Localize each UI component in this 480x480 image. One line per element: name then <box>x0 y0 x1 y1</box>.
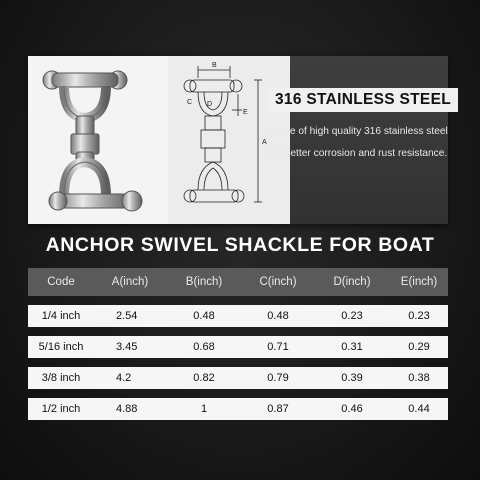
header-b: B(inch) <box>185 276 223 288</box>
cell-code: 1/2 inch <box>41 403 81 415</box>
header-d: D(inch) <box>333 276 371 288</box>
cell-c: 0.87 <box>267 403 289 415</box>
cell-c: 0.48 <box>267 310 289 322</box>
spec-table <box>28 268 448 420</box>
material-title: 316 STAINLESS STEEL <box>268 88 458 112</box>
cell-e: 0.38 <box>408 372 430 384</box>
cell-b: 0.82 <box>193 372 215 384</box>
cell-d: 0.39 <box>341 372 363 384</box>
material-description: Made of high quality 316 stainless steel for better corrosion and rust resistance. <box>270 126 448 159</box>
dim-label-b: B <box>212 62 217 69</box>
cell-a: 2.54 <box>116 310 138 322</box>
table-header-row <box>28 268 448 296</box>
cell-code: 5/16 inch <box>38 341 84 353</box>
cell-a: 3.45 <box>116 341 138 353</box>
cell-b: 0.68 <box>193 341 215 353</box>
swivel-shackle-photo <box>28 56 168 224</box>
table-row <box>28 305 448 327</box>
cell-d: 0.46 <box>341 403 363 415</box>
cell-d: 0.31 <box>341 341 363 353</box>
cell-code: 3/8 inch <box>41 372 81 384</box>
product-title: ANCHOR SWIVEL SHACKLE FOR BOAT <box>45 234 435 256</box>
table-row <box>28 367 448 389</box>
product-photo <box>28 56 168 224</box>
dim-label-a: A <box>262 139 267 146</box>
table-row <box>28 336 448 358</box>
cell-b: 1 <box>200 403 208 415</box>
dim-label-c: C <box>187 99 193 106</box>
cell-a: 4.88 <box>116 403 138 415</box>
header-c: C(inch) <box>259 276 297 288</box>
cell-c: 0.71 <box>267 341 289 353</box>
cell-e: 0.44 <box>408 403 430 415</box>
dim-label-e: E <box>243 109 248 116</box>
header-a: A(inch) <box>111 276 149 288</box>
table-row <box>28 398 448 420</box>
cell-e: 0.29 <box>408 341 430 353</box>
dim-label-d: D <box>207 101 213 108</box>
cell-e: 0.23 <box>408 310 430 322</box>
cell-a: 4.2 <box>116 372 132 384</box>
header-e: E(inch) <box>400 276 438 288</box>
cell-code: 1/4 inch <box>41 310 81 322</box>
cell-b: 0.48 <box>193 310 215 322</box>
header-code: Code <box>47 276 75 288</box>
cell-c: 0.79 <box>267 372 289 384</box>
cell-d: 0.23 <box>341 310 363 322</box>
